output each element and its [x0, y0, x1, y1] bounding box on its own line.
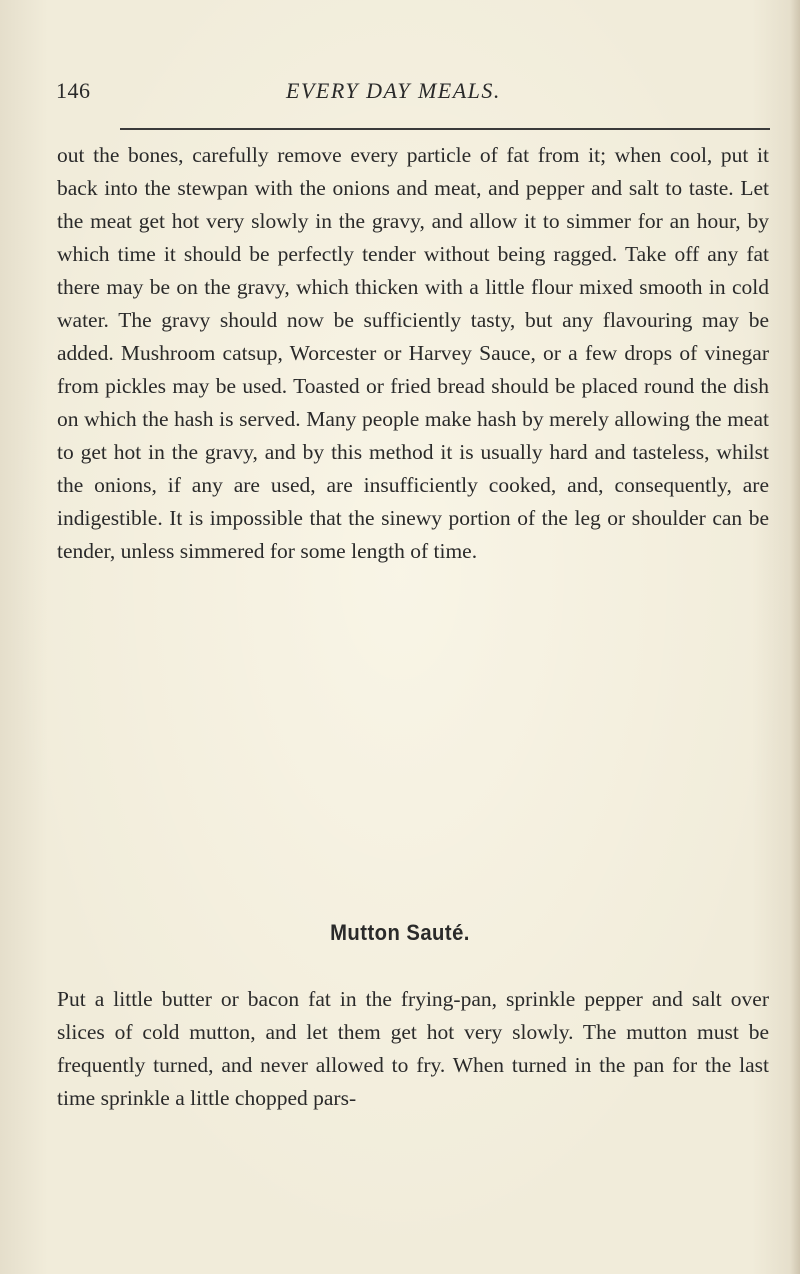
- body-paragraph-mutton-saute: Put a little butter or bacon fat in the frying-pan, sprinkle pepper and salt over slices of cold mutton, and let them get hot very slowly. The mutton must be frequently turned, and never allowed to fry. When turned in the pan for the last time sprinkle a little chopped pars-: [57, 987, 769, 1110]
- body-paragraph-hash: out the bones, carefully remove every particle of fat from it; when cool, put it back into the stewpan with the onions and meat, and pepper and salt to taste. Let the meat get hot very slowly in the gravy, and allow it to simmer for an hour, by which time it should be perfectly tender without being ragged. Take off any fat there may be on the gravy, which thicken with a little flour mixed smooth in cold water. The gravy should now be sufficiently tasty, but any flavouring may be added. Mushroom catsup, Worcester or Harvey Sauce, or a few drops of vinegar from pickles may be used. Toasted or fried bread should be placed round the dish on which the hash is served. Many people make hash by merely allowing the meat to get hot in the gravy, and by this method it is usually hard and tasteless, whilst the onions, if any are used, are insufficiently cooked, and, consequently, are indigestible. It is impossible that the sinewy portion of the leg or shoulder can be tender, unless simmered for some length of time.: [57, 143, 769, 563]
- page-edge-shadow: [790, 0, 800, 1274]
- running-head: EVERY DAY MEALS.: [286, 78, 501, 103]
- header-rule: [120, 128, 770, 130]
- page-number: 146: [56, 78, 91, 103]
- section-heading: Mutton Sauté.: [330, 920, 470, 945]
- page-header: [56, 76, 776, 110]
